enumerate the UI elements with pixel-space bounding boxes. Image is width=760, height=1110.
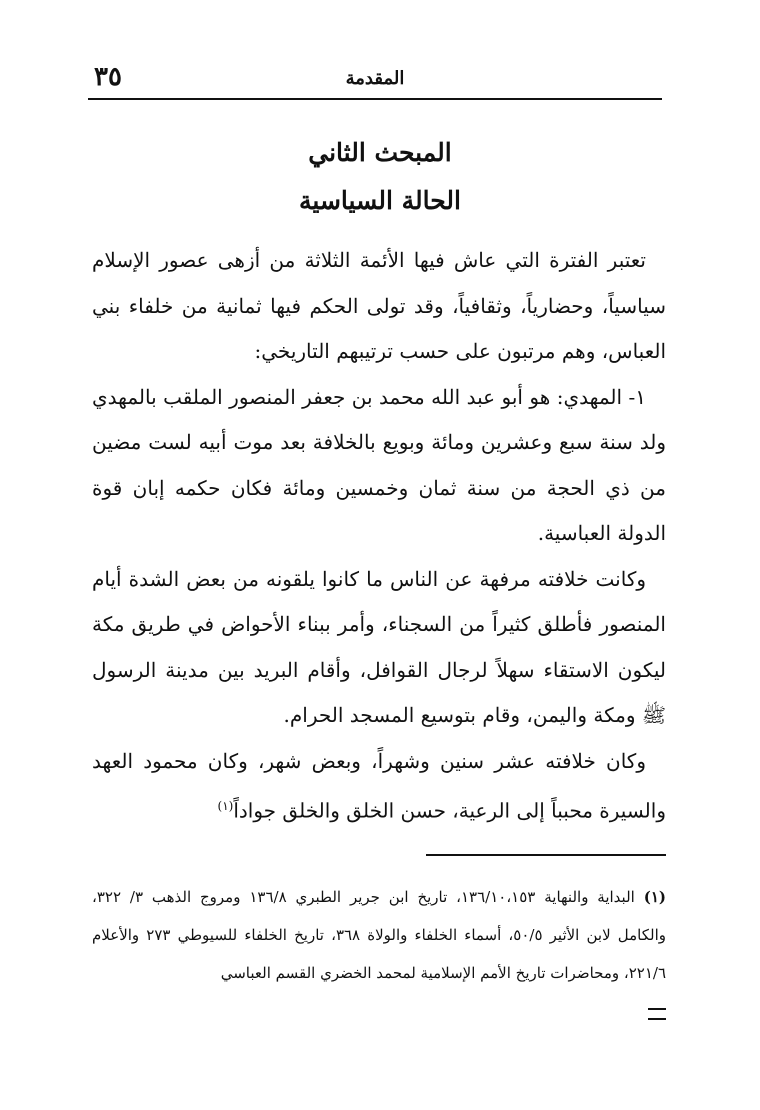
paragraph-al-mahdi: ١- المهدي: هو أبو عبد الله محمد بن جعفر المنصور الملقب بالمهدي ولد سنة سبع وعشرين ومائة وبويع بالخلافة بعد موت أبيه لست مضين من ذي الحجة من سنة ثمان وخمسين ومائة فكان حكمه إبان قوة الدولة العباسية.: [92, 384, 666, 545]
footnote-number: (١): [643, 888, 666, 906]
page-number: ٣٥: [94, 62, 122, 92]
paragraph-caliphate-reforms: وكانت خلافته مرفهة عن الناس ما كانوا يلقونه من بعض الشدة أيام المنصور فأطلق كثيراً من السجناء، وأمر ببناء الأحواض في طريق مكة ليكون الاستقاء سهلاً لرجال القوافل، وأقام البريد بين مدينة الرسول ﷺ ومكة واليمن، وقام بتوسيع المسجد الحرام.: [92, 566, 666, 727]
footnote-separator: [426, 854, 666, 856]
footnote-text: البداية والنهاية ١٣٦/١٠،١٥٣، تاريخ ابن جرير الطبري ١٣٦/٨ ومروج الذهب ٣/ ٣٢٢، والكامل لابن الأثير ٥٠/٥، أسماء الخلفاء والولاة ٣٦٨، تاريخ الخلفاء للسيوطي ٢٧٣ والأعلام ٢٢١/٦، ومحاضرات تاريخ الأمم الإسلامية لمحمد الخضري القسم العباسي: [92, 888, 667, 982]
body-text: [92, 238, 666, 834]
section-title: الحالة السياسية: [299, 186, 461, 215]
running-header: [88, 58, 662, 100]
chapter-title: المبحث الثاني: [308, 138, 452, 167]
paragraph-caliphate-duration-text: وكان خلافته عشر سنين وشهراً، وبعض شهر، وكان محمود العهد والسيرة محبباً إلى الرعية، حسن الخلق والخلق جواداً: [92, 748, 666, 823]
footnotes: [92, 878, 666, 992]
paragraph-caliphate-duration: [92, 739, 666, 835]
header-title: المقدمة: [345, 68, 405, 89]
footnote-reference[interactable]: (١): [217, 799, 234, 813]
paragraph-intro: تعتبر الفترة التي عاش فيها الأئمة الثلاثة من أزهى عصور الإسلام سياسياً، وحضارياً، وثقافياً، وقد تولى الحكم فيها ثمانية من خلفاء بني العباس، وهم مرتبون على حسب ترتيبهم التاريخي:: [92, 248, 666, 363]
footnote-continuation-mark: [648, 1008, 666, 1020]
